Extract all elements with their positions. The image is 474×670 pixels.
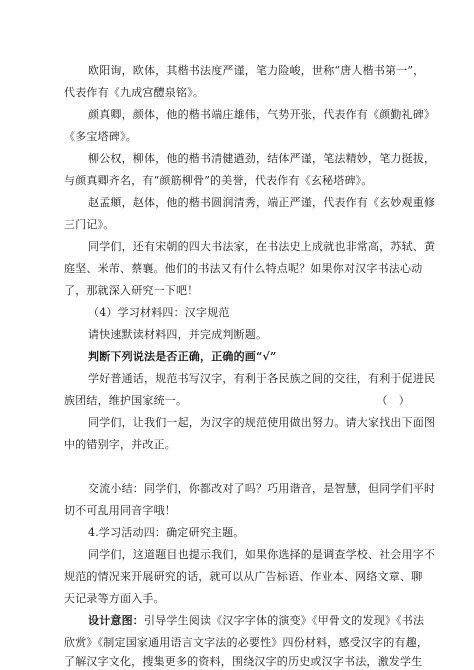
paragraph-ouyangxun-line1: 欧阳询，欧体，其楷书法度严谨，笔力险峻，世称“唐人楷书第一”， — [88, 64, 425, 77]
paragraph-song-calligraphers-line1: 同学们，还有宋朝的四大书法家，在书法史上成就也非常高，苏轼、黄 — [88, 240, 436, 253]
paragraph-research-topic-line3: 天记录等方面入手。 — [64, 592, 165, 605]
paragraph-song-calligraphers-line2: 庭坚、米芾、蔡襄。他们的书法又有什么特点呢？如果你对汉字书法心动 — [64, 262, 423, 275]
judgment-statement-line1: 学好普通话，规范书写汉字，有利于各民族之间的交往，有利于促进民 — [88, 372, 436, 385]
design-intent-label: 设计意图： — [88, 614, 144, 627]
paragraph-song-calligraphers-line3: 了，那就深入研究一下吧！ — [64, 284, 199, 297]
answer-bracket: （ ） — [376, 394, 410, 407]
summary-line2: 切不可乱用同音字哦！ — [64, 504, 176, 517]
design-intent-line2: 欣赏》《制定国家通用语言文字法的必要性》四份材料，感受汉字的有趣， — [64, 636, 429, 649]
paragraph-yanzhenqing-line1: 颜真卿，颜体，他的楷书端庄雄伟，气势开张，代表作有《颜勤礼碑》 — [88, 108, 436, 121]
paragraph-research-topic-line1: 同学们，这道题目也提示我们，如果你选择的是调查学校、社会用字不 — [88, 548, 436, 561]
judgment-statement-line2: 族团结，维护国家统一。 — [64, 394, 188, 407]
material-four-instruction: 请快速默读材料四，并完成判断题。 — [88, 328, 268, 341]
paragraph-zhaomengfu-line2: 三门记》。 — [64, 218, 115, 231]
paragraph-ouyangxun-line2: 代表作有《九成宫醴泉铭》。 — [64, 86, 205, 99]
paragraph-typo-task-line2: 中的错别字，并改正。 — [64, 438, 176, 451]
design-intent-line3: 了解汉字文化，搜集更多的资料，围绕汉字的历史或汉字书法，激发学生 — [64, 655, 423, 668]
judgment-question-heading: 判断下列说法是否正确，正确的画“√” — [88, 350, 277, 363]
paragraph-liugongquan-line2: 与颜真卿齐名，有“颜筋柳骨”的美誉，代表作有《玄秘塔碑》。 — [64, 174, 373, 187]
activity-four-heading: 4.学习活动四：确定研究主题。 — [88, 526, 245, 539]
paragraph-typo-task-line1: 同学们，让我们一起，为汉字的规范使用做出努力。请大家找出下面图 — [88, 416, 436, 429]
design-intent-text: 引导学生阅读《汉字字体的演变》《甲骨文的发现》《书法 — [144, 614, 425, 627]
design-intent-line1 — [88, 614, 424, 628]
paragraph-zhaomengfu-line1: 赵孟頫，赵体，他的楷书圆润清秀，端正严谨，代表作有《玄妙观重修 — [88, 196, 436, 209]
paragraph-research-topic-line2: 规范的情况来开展研究的话，就可以从广告标语、作业本、网络文章、聊 — [64, 570, 423, 583]
material-four-heading: （4）学习材料四：汉字规范 — [88, 306, 230, 319]
paragraph-yanzhenqing-line2: 《多宝塔碑》。 — [64, 130, 137, 143]
paragraph-liugongquan-line1: 柳公权，柳体，他的楷书清健遒劲，结体严谨，笔法精妙，笔力挺拔， — [88, 152, 436, 165]
summary-line1: 交流小结：同学们，你都改对了吗？巧用谐音，是智慧，但同学们平时 — [88, 482, 436, 495]
